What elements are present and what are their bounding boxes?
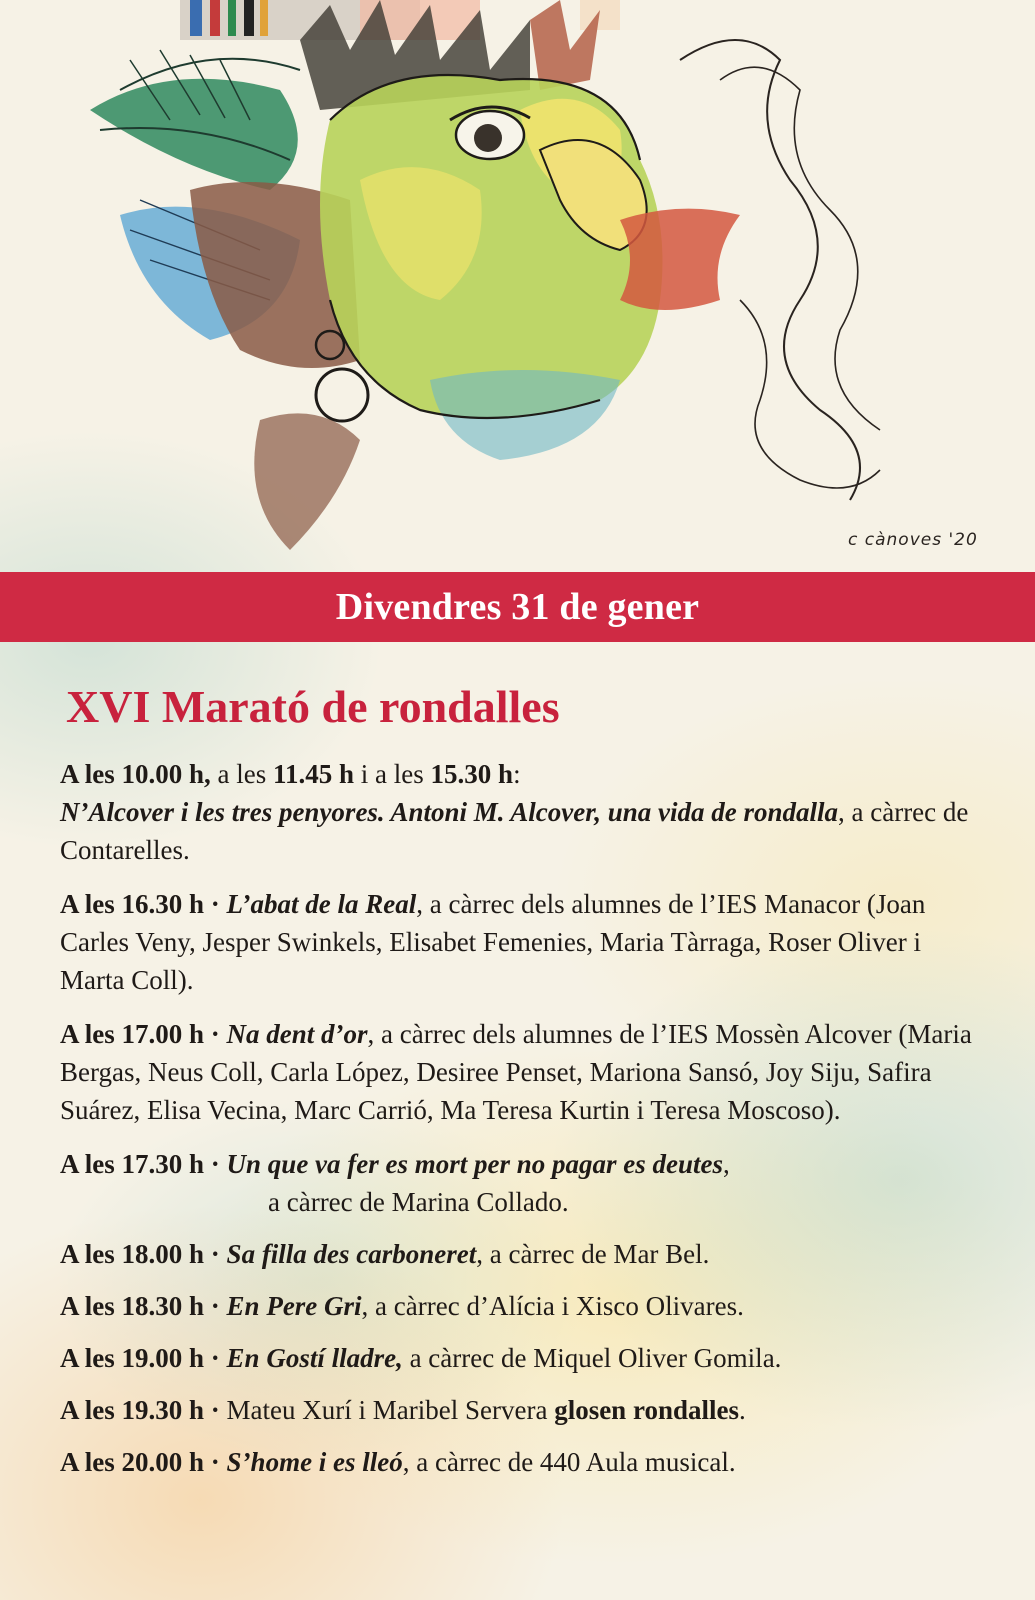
entry-time: A les 18.00 h [60,1239,205,1269]
date-banner [0,572,1035,642]
program-entry: A les 17.00 h · Na dent d’or, a càrrec dels alumnes de l’IES Mossèn Alcover (Maria Bergas, Neus Coll, Carla López, Desiree Penset, Mariona Sansó, Joy Siju, Safira Suárez, Elisa Vecina, Marc Carrió, Ma Teresa Kurtin i Teresa Moscoso). [60,1019,972,1125]
program-entry: A les 19.30 h · Mateu Xurí i Maribel Servera glosen rondalles. [60,1395,746,1425]
event-title: XVI Marató de rondalles [66,681,560,732]
program-entry: A les 16.30 h · L’abat de la Real, a càrrec dels alumnes de l’IES Manacor (Joan Carles Veny, Jesper Swinkels, Elisabet Femenies, Maria Tàrraga, Roser Oliver i Marta Coll). [60,889,926,995]
entry-description: , a càrrec dels alumnes de l’IES Mossèn Alcover (Maria Bergas, Neus Coll, Carla López, Desiree Penset, Mariona Sansó, Joy Siju, Safira Suárez, Elisa Vecina, Marc Carrió, Ma Teresa Kurtin i Teresa Moscoso). [60,1019,972,1125]
entry-description: , a càrrec dels alumnes de l’IES Manacor (Joan Carles Veny, Jesper Swinkels, Elisabet Femenies, Maria Tàrraga, Roser Oliver i Marta Coll). [60,889,926,995]
program-entry: A les 10.00 h, a les 11.45 h i a les 15.30 h: N’Alcover i les tres penyores. Antoni M. Alcover, una vida de rondalla, a càrrec de Contarelles. [60,759,969,865]
lips [620,209,740,310]
entry-time: A les 19.30 h [60,1395,205,1425]
entry-title: L’abat de la Real [226,889,417,919]
entry-title: Un que va fer es mort per no pagar es deutes [226,1149,724,1179]
entry-time: A les 18.30 h [60,1291,205,1321]
program-entry: A les 20.00 h · S’home i es lleó, a càrrec de 440 Aula musical. [60,1447,736,1477]
entry-title: Na dent d’or [226,1019,368,1049]
entry-time: A les 20.00 h [60,1447,205,1477]
program-entry: A les 18.30 h · En Pere Gri, a càrrec d’Alícia i Xisco Olivares. [60,1291,744,1321]
entry-time: A les 19.00 h [60,1343,205,1373]
entry-time: A les 10.00 h, [60,759,211,789]
date-label: Divendres 31 de gener [335,586,700,628]
entry-time: A les 16.30 h [60,889,205,919]
entry-time: A les 17.30 h [60,1149,205,1179]
program-entry: A les 18.00 h · Sa filla des carboneret, a càrrec de Mar Bel. [60,1239,710,1269]
entry-title: En Gostí lladre, [226,1343,403,1373]
entry-description: , a càrrec de Contarelles. [60,797,969,865]
entry-description: Mateu Xurí i Maribel Servera [226,1395,555,1425]
entry-description: a càrrec de Marina Collado. [268,1187,569,1217]
entry-description: , a càrrec de 440 Aula musical. [402,1447,736,1477]
entry-title: Sa filla des carboneret [226,1239,477,1269]
entry-time: A les 17.00 h [60,1019,205,1049]
entry-highlight: glosen rondalles [554,1395,739,1425]
entry-description: a càrrec de Miquel Oliver Gomila. [402,1343,782,1373]
entry-description: , a càrrec de Mar Bel. [476,1239,710,1269]
entry-time: 11.45 h [273,759,355,789]
watercolor-face-illustration [60,0,1020,570]
program-list [60,755,990,1495]
entry-title: En Pere Gri [226,1291,362,1321]
program-entry: A les 19.00 h · En Gostí lladre, a càrrec de Miquel Oliver Gomila. [60,1343,782,1373]
entry-description: , a càrrec d’Alícia i Xisco Olivares. [361,1291,744,1321]
entry-title: N’Alcover i les tres penyores. Antoni M. Alcover, una vida de rondalla [60,797,838,827]
artist-signature: c cànoves '20 [848,530,978,550]
green-feathers [90,79,298,190]
earring-icon [316,369,368,421]
entry-time: 15.30 h [430,759,514,789]
entry-title: S’home i es lleó [226,1447,403,1477]
program-entry: A les 17.30 h · Un que va fer es mort per no pagar es deutes, a càrrec de Marina Collado. [60,1145,990,1221]
